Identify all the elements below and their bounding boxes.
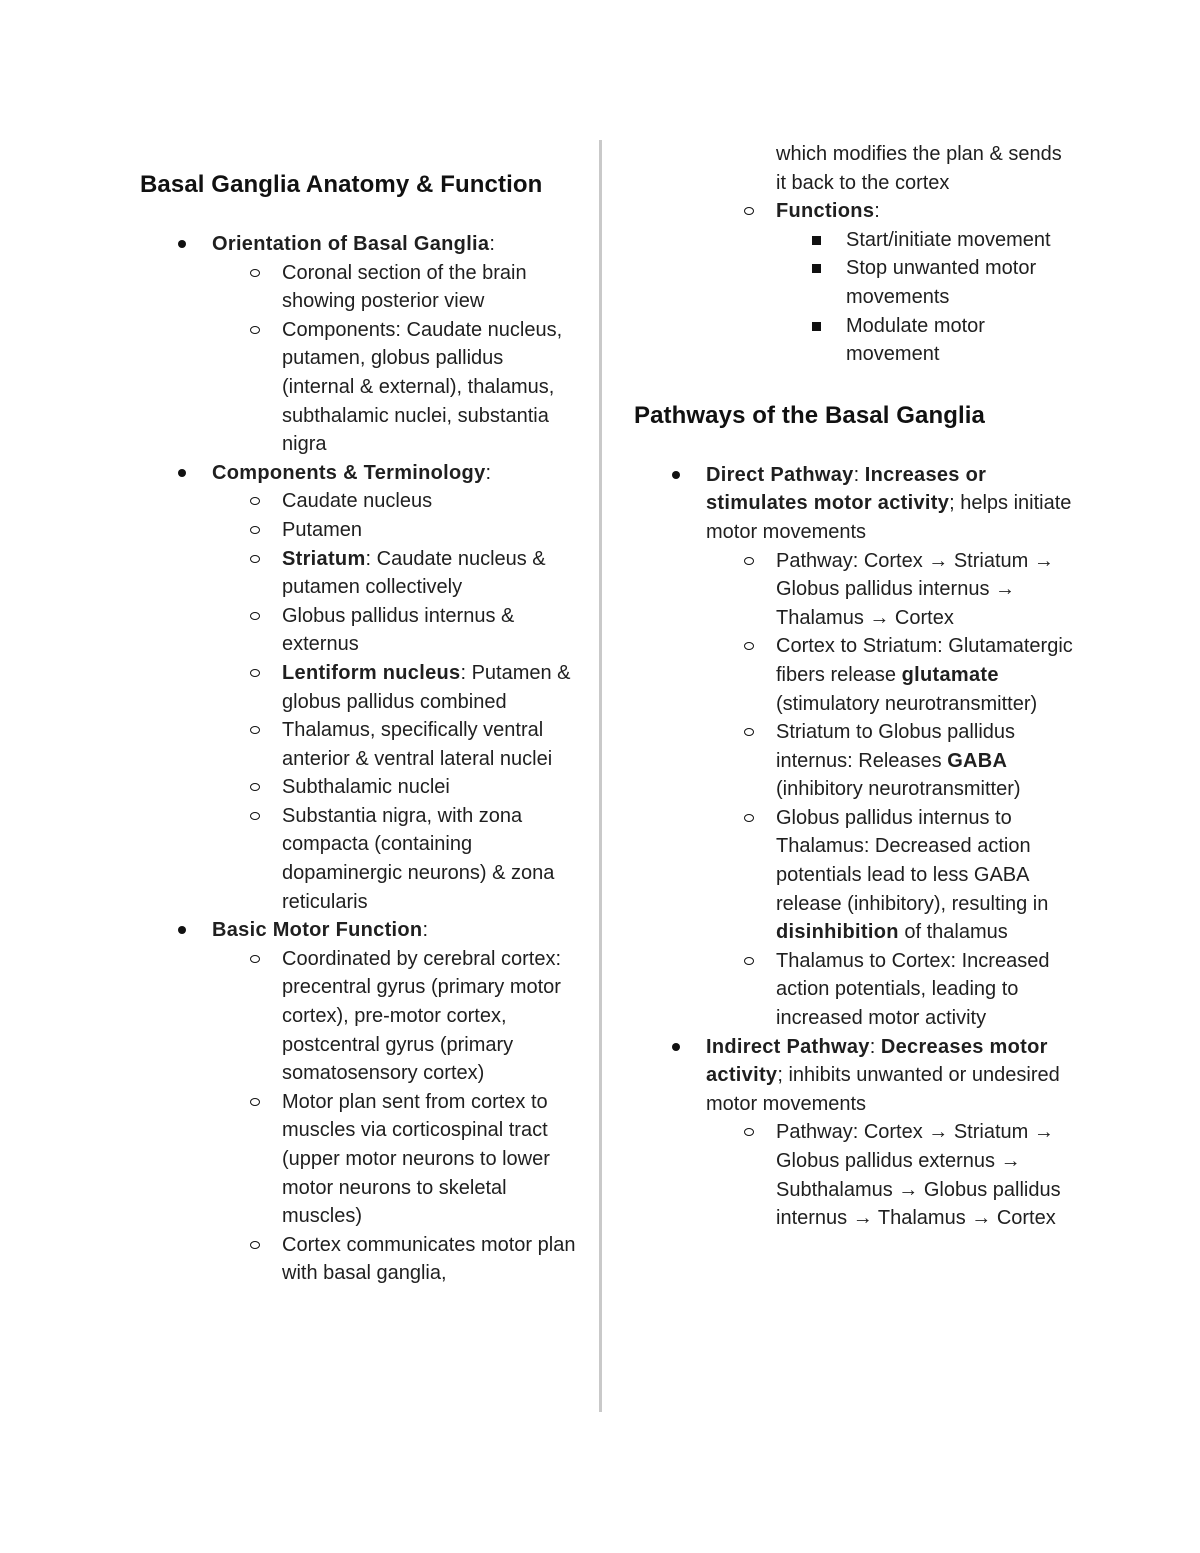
hollow-bullet-icon [250,726,260,734]
list-item: Pathway: Cortex → Striatum → Globus pallidus externus → Subthalamus → Globus pallidus internus → Thalamus → Cortex [634,1118,1074,1232]
list-item-orientation: Orientation of Basal Ganglia: [140,230,580,259]
hollow-bullet-icon [250,783,260,791]
list-item: Components: Caudate nucleus, putamen, globus pallidus (internal & external), thalamus, subthalamic nuclei, substantia nigra [140,316,580,459]
list-item-components: Components & Terminology: [140,459,580,488]
list-item: Thalamus to Cortex: Increased action potentials, leading to increased motor activity [634,947,1074,1033]
section-title-pathways: Pathways of the Basal Ganglia [634,401,986,429]
square-bullet-icon [812,322,821,331]
list-item: Globus pallidus internus to Thalamus: Decreased action potentials lead to less GABA release (inhibitory), resulting in disinhibition of thalamus [634,804,1074,947]
list-item: Striatum to Globus pallidus internus: Releases GABA (inhibitory neurotransmitter) [634,718,1074,804]
list-item: Pathway: Cortex → Striatum → Globus pallidus internus → Thalamus → Cortex [634,547,1074,633]
left-column [140,138,580,1288]
square-bullet-icon [812,236,821,245]
list-item: Modulate motor movement [634,312,1074,369]
bullet-icon [672,471,680,479]
list-item-direct-pathway: Direct Pathway: Increases or stimulates motor activity; helps initiate motor movements [634,461,1074,547]
hollow-bullet-icon [250,326,260,334]
list-item-continuation: which modifies the plan & sends it back to the cortex [776,143,1062,194]
hollow-bullet-icon [744,728,754,736]
list-item: Caudate nucleus [140,487,580,516]
list-item: Substantia nigra, with zona compacta (containing dopaminergic neurons) & zona reticularis [140,802,580,916]
hollow-bullet-icon [744,957,754,965]
list-item: Subthalamic nuclei [140,773,580,802]
list-item-lentiform: Lentiform nucleus: Putamen & globus pallidus combined [140,659,580,716]
hollow-bullet-icon [250,269,260,277]
list-item: Globus pallidus internus & externus [140,602,580,659]
list-item: Putamen [140,516,580,545]
bullet-icon [178,926,186,934]
hollow-bullet-icon [250,812,260,820]
hollow-bullet-icon [250,497,260,505]
hollow-bullet-icon [744,642,754,650]
hollow-bullet-icon [744,207,754,215]
list-item: Start/initiate movement [634,226,1074,255]
square-bullet-icon [812,264,821,273]
bullet-icon [178,469,186,477]
hollow-bullet-icon [250,1098,260,1106]
list-item: Cortex communicates motor plan with basal ganglia, [140,1231,580,1288]
list-item-indirect-pathway: Indirect Pathway: Decreases motor activity; inhibits unwanted or undesired motor movements [634,1033,1074,1119]
hollow-bullet-icon [250,612,260,620]
list-item: Coronal section of the brain showing posterior view [140,259,580,316]
column-divider [599,140,602,1412]
bullet-icon [178,240,186,248]
bullet-icon [672,1043,680,1051]
list-item: Motor plan sent from cortex to muscles via corticospinal tract (upper motor neurons to lower motor neurons to skeletal muscles) [140,1088,580,1231]
list-item: Coordinated by cerebral cortex: precentral gyrus (primary motor cortex), pre-motor cortex, postcentral gyrus (primary somatosensory cortex) [140,945,580,1088]
section-title-anatomy: Basal Ganglia Anatomy & Function [140,171,543,198]
list-item: Stop unwanted motor movements [634,254,1074,311]
list-item-functions: Functions: [634,197,1074,226]
list-item: Thalamus, specifically ventral anterior & ventral lateral nuclei [140,716,580,773]
hollow-bullet-icon [250,555,260,563]
list-item: Cortex to Striatum: Glutamatergic fibers release glutamate (stimulatory neurotransmitter) [634,632,1074,718]
right-column [634,138,1074,1233]
hollow-bullet-icon [744,1128,754,1136]
hollow-bullet-icon [250,526,260,534]
hollow-bullet-icon [250,1241,260,1249]
hollow-bullet-icon [250,955,260,963]
list-item-motor-function: Basic Motor Function: [140,916,580,945]
hollow-bullet-icon [744,557,754,565]
list-item-striatum: Striatum: Caudate nucleus & putamen collectively [140,545,580,602]
hollow-bullet-icon [250,669,260,677]
hollow-bullet-icon [744,814,754,822]
